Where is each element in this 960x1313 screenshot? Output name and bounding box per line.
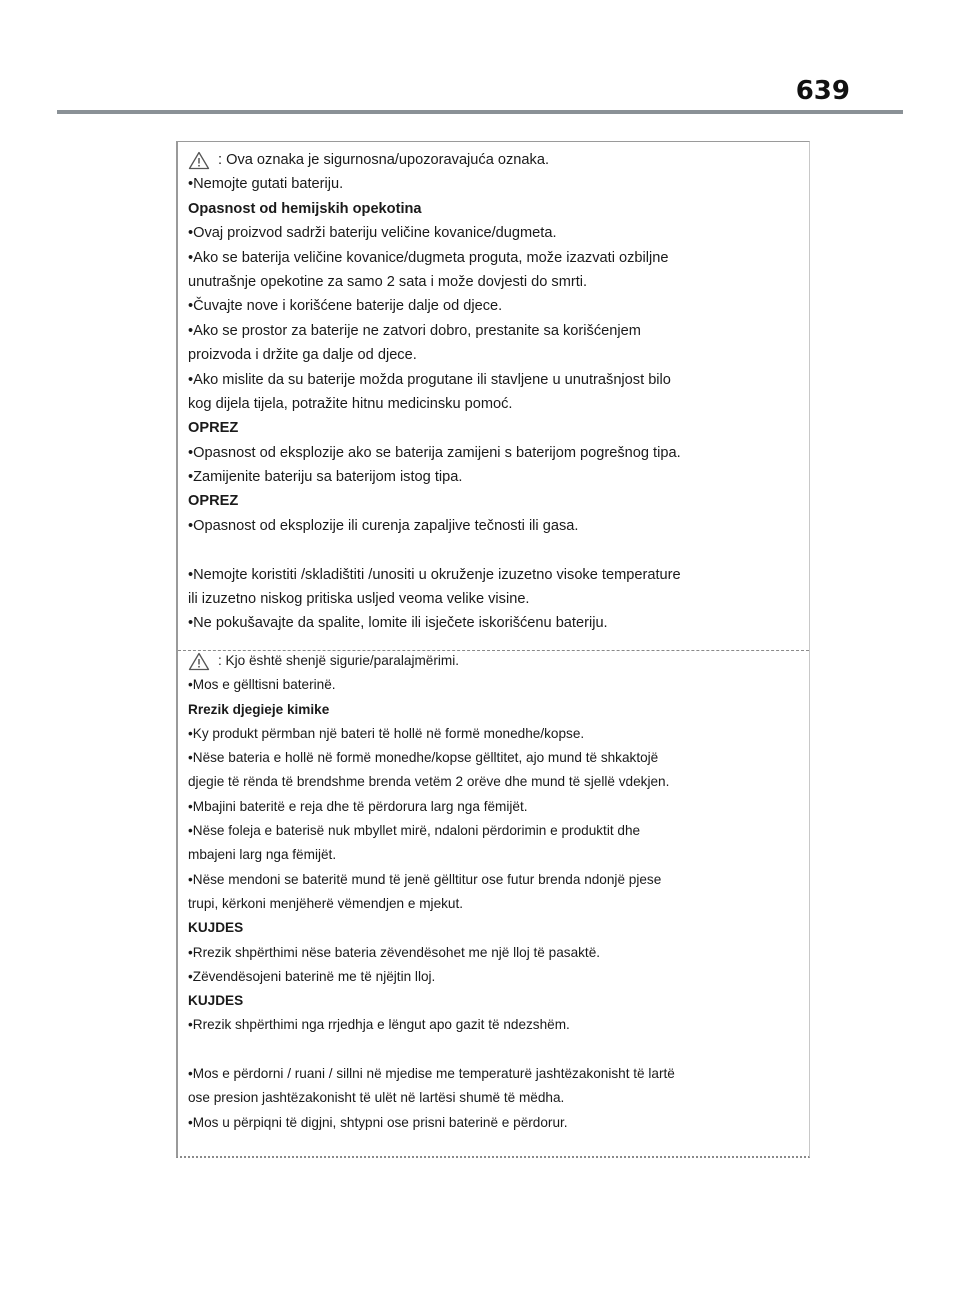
section-local-language	[188, 148, 799, 636]
text-line: •Zëvendësojeni baterinë me të njëjtin lloj.	[188, 968, 436, 984]
text-line: unutrašnje opekotine za samo 2 sata i može dovjesti do smrti.	[188, 273, 588, 290]
header-rule	[57, 110, 903, 114]
text-line: •Ako mislite da su baterije možda progutane ili stavljene u unutrašnjost bilo	[188, 371, 671, 388]
blank-line	[188, 1038, 799, 1062]
warning-intro-local	[188, 148, 799, 172]
text-line: kog dijela tijela, potražite hitnu medicinsku pomoć.	[188, 395, 513, 412]
text-line: •Opasnost od eksplozije ili curenja zapaljive tečnosti ili gasa.	[188, 517, 579, 534]
text-line: •Ako se prostor za baterije ne zatvori dobro, prestanite sa korišćenjem	[188, 322, 641, 339]
warning-triangle-icon	[188, 652, 210, 671]
section-heading: KUJDES	[188, 920, 244, 936]
text-line: •Nemojte koristiti /skladištiti /unositi u okruženje izuzetno visoke temperature	[188, 566, 681, 583]
warning-intro-text: : Ova oznaka je sigurnosna/upozoravajuća oznaka.	[218, 152, 549, 168]
text-line: djegie të rënda të brendshme brenda vetëm 2 orëve dhe mund të sjellë vdekjen.	[188, 774, 670, 790]
section-heading: Rrezik djegieje kimike	[188, 701, 330, 717]
text-line: •Nëse foleja e baterisë nuk mbyllet mirë, ndaloni përdorimin e produktit dhe	[188, 823, 641, 839]
text-line: •Mos e përdorni / ruani / sillni në mjedise me temperaturë jashtëzakonisht të lartë	[188, 1066, 675, 1082]
section-heading: OPREZ	[188, 420, 239, 437]
text-line: •Mos u përpiqni të digjni, shtypni ose prisni baterinë e përdorur.	[188, 1114, 568, 1130]
text-line: trupi, kërkoni menjëherë vëmendjen e mjekut.	[188, 895, 464, 911]
text-line: •Opasnost od eksplozije ako se baterija zamijeni s baterijom pogrešnog tipa.	[188, 444, 681, 461]
text-line: •Nëse mendoni se bateritë mund të jenë gëlltitur ose futur brenda ndonjë pjese	[188, 871, 662, 887]
text-line: ili izuzetno niskog pritiska usljed veoma velike visine.	[188, 591, 530, 608]
blank-line	[188, 538, 799, 562]
warning-box	[176, 141, 810, 1158]
section-albanian-lines	[188, 673, 799, 1135]
page-number: 639	[795, 76, 850, 106]
text-line: •Nemojte gutati bateriju.	[188, 176, 344, 193]
text-line: •Zamijenite bateriju sa baterijom istog tipa.	[188, 469, 463, 486]
text-line: •Ky produkt përmban një bateri të hollë në formë monedhe/kopse.	[188, 725, 585, 741]
section-heading: KUJDES	[188, 993, 244, 1009]
text-line: •Nëse bateria e hollë në formë monedhe/kopse gëlltitet, ajo mund të shkaktojë	[188, 750, 659, 766]
text-line: •Rrezik shpërthimi nëse bateria zëvendësohet me një lloj të pasaktë.	[188, 944, 601, 960]
text-line: •Ako se baterija veličine kovanice/dugmeta proguta, može izazvati ozbiljne	[188, 249, 669, 266]
text-line: ose presion jashtëzakonisht të ulët në lartësi shumë të mëdha.	[188, 1090, 565, 1106]
warning-triangle-icon	[188, 151, 210, 170]
section-albanian	[188, 649, 799, 1135]
section-local-lines	[188, 172, 799, 635]
section-heading: OPREZ	[188, 493, 239, 510]
warning-intro-text: : Kjo është shenjë sigurie/paralajmërimi.	[218, 653, 460, 668]
text-line: •Čuvajte nove i korišćene baterije dalje od djece.	[188, 298, 503, 315]
text-line: •Ne pokušavajte da spalite, lomite ili isječete iskorišćenu bateriju.	[188, 615, 608, 632]
section-heading: Opasnost od hemijskih opekotina	[188, 200, 422, 217]
warning-intro-albanian	[188, 649, 799, 673]
text-line: •Mos e gëlltisni baterinë.	[188, 677, 336, 693]
text-line: •Rrezik shpërthimi nga rrjedhja e lëngut apo gazit të ndezshëm.	[188, 1017, 570, 1033]
text-line: •Mbajini bateritë e reja dhe të përdorura larg nga fëmijët.	[188, 798, 528, 814]
text-line: mbajeni larg nga fëmijët.	[188, 847, 337, 863]
text-line: •Ovaj proizvod sadrži bateriju veličine kovanice/dugmeta.	[188, 225, 557, 242]
text-line: proizvoda i držite ga dalje od djece.	[188, 347, 417, 364]
